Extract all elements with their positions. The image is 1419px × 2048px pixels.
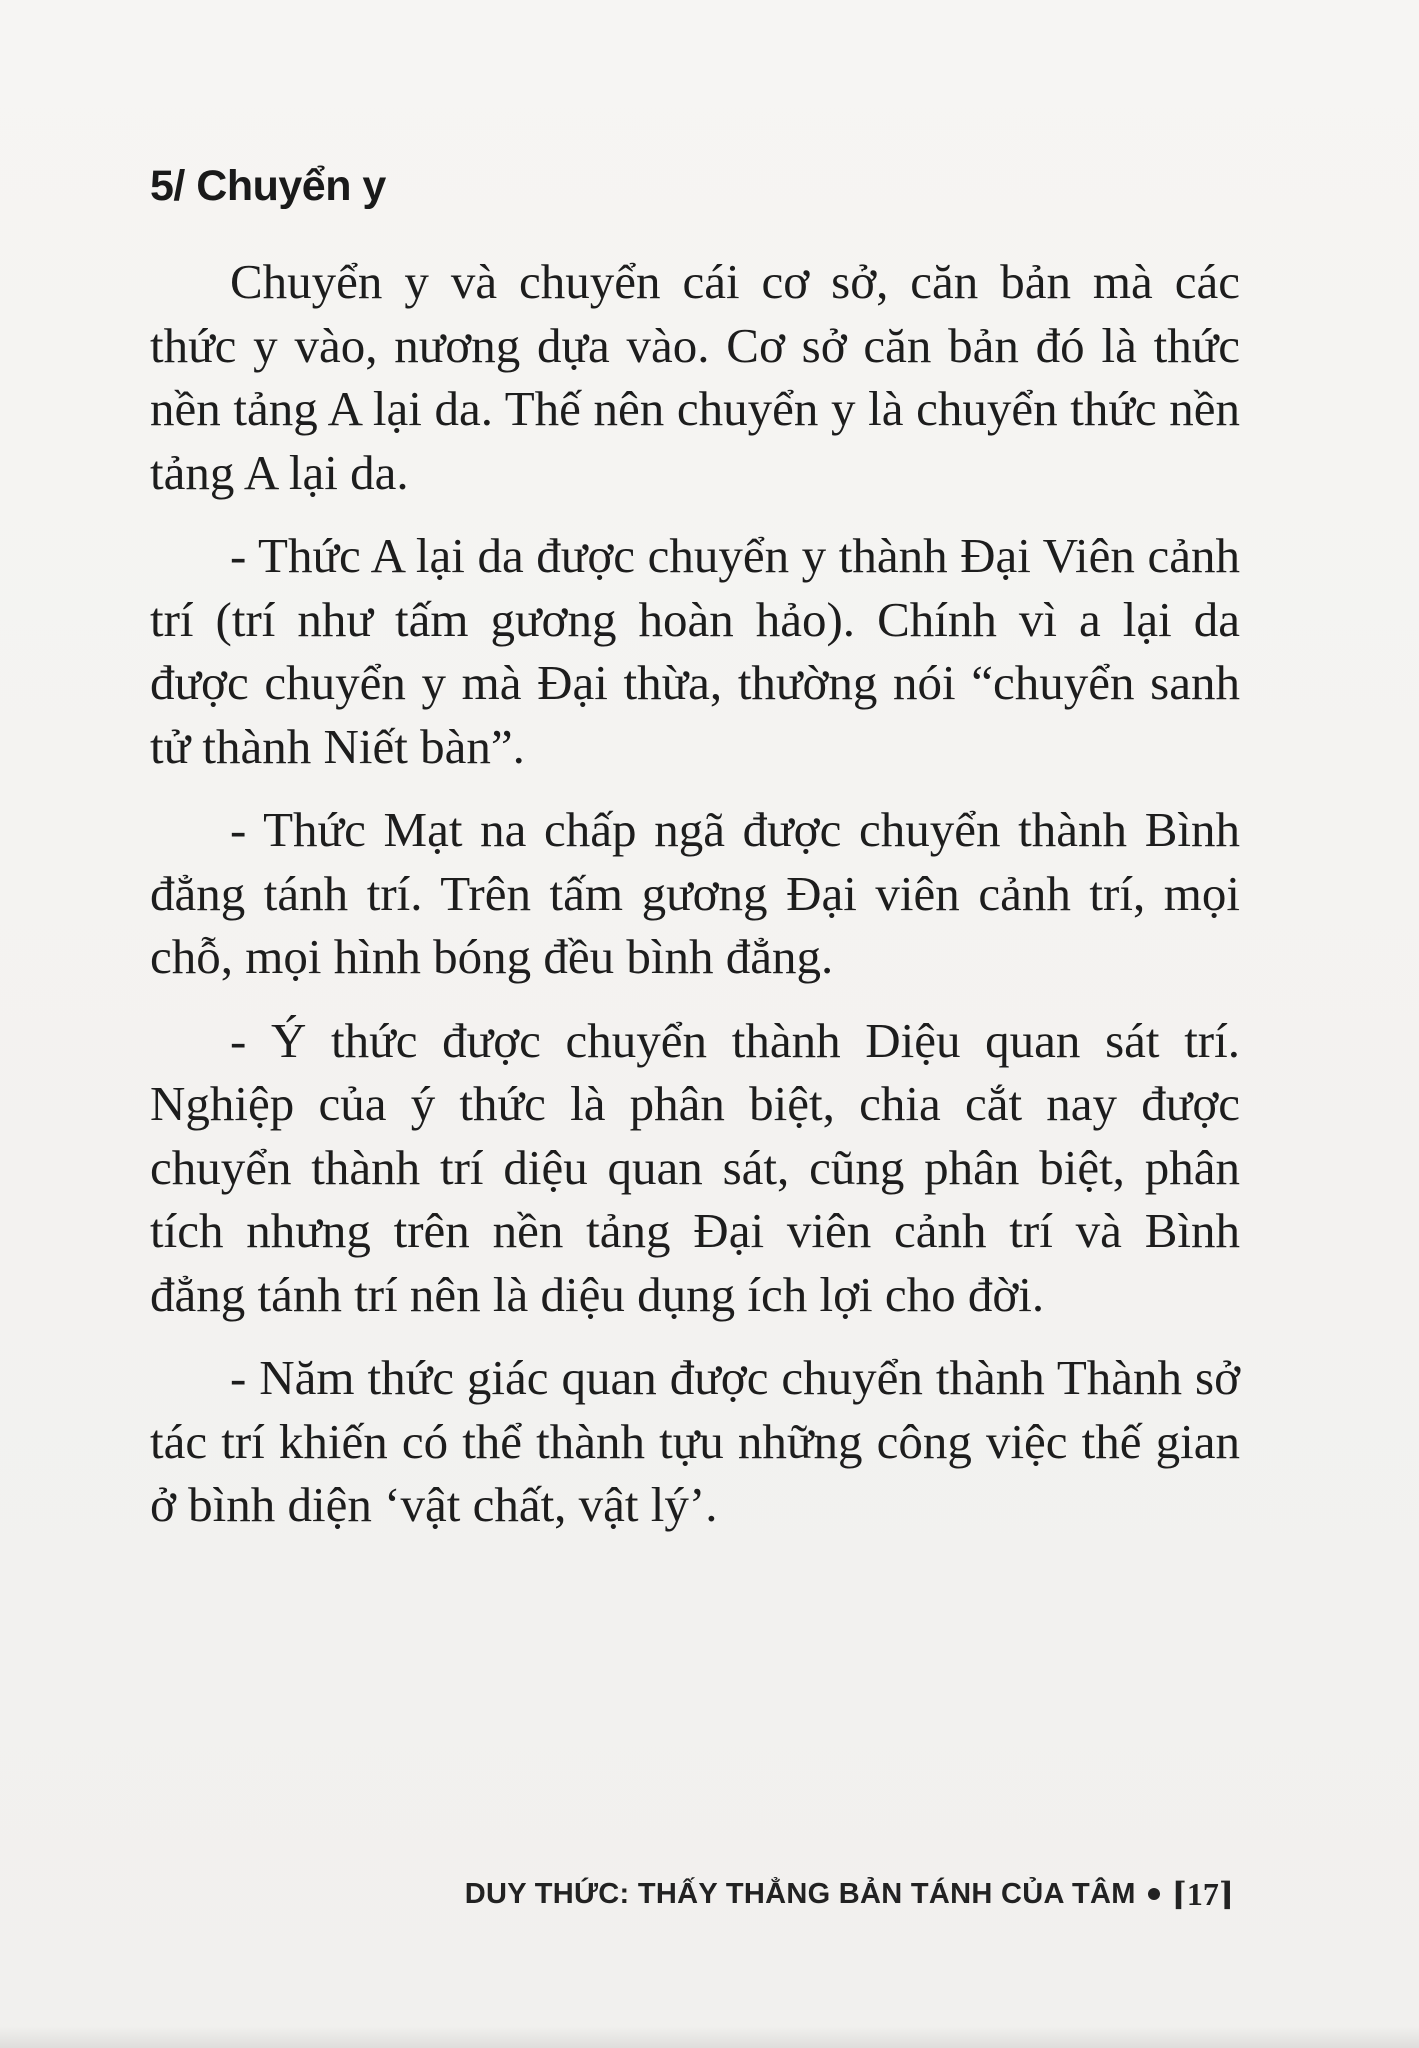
paragraph: - Ý thức được chuyển thành Diệu quan sát trí. Nghiệp của ý thức là phân biệt, chia cắt nay được chuyển thành trí diệu quan sát, cũng phân biệt, phân tích nhưng trên nền tảng Đại viên cảnh trí và Bình đẳng tánh trí nên là diệu dụng ích lợi cho đời. bbox=[150, 1012, 1240, 1322]
page-number-wrapper: ⌈17⌉ bbox=[1171, 1876, 1234, 1912]
paragraph: Chuyển y và chuyển cái cơ sở, căn bản mà các thức y vào, nương dựa vào. Cơ sở căn bản đó là thức nền tảng A lại da. Thế nên chuyển y là chuyển thức nền tảng A lại da. bbox=[150, 254, 1240, 500]
paragraph: - Thức A lại da được chuyển y thành Đại Viên cảnh trí (trí như tấm gương hoàn hảo). Chính vì a lại da được chuyển y mà Đại thừa, thường nói “chuyển sanh tử thành Niết bàn”. bbox=[150, 528, 1240, 774]
section-heading: 5/ Chuyển y bbox=[150, 162, 386, 210]
paragraph: - Thức Mạt na chấp ngã được chuyển thành Bình đẳng tánh trí. Trên tấm gương Đại viên cảnh trí, mọi chỗ, mọi hình bóng đều bình đẳng. bbox=[150, 802, 1240, 984]
body-text bbox=[150, 250, 1240, 1537]
page-footer bbox=[465, 1875, 1234, 1913]
page-edge-shadow bbox=[0, 2026, 1419, 2048]
bullet-icon bbox=[1148, 1888, 1160, 1900]
running-title: DUY THỨC: THẤY THẲNG BẢN TÁNH CỦA TÂM bbox=[464, 1877, 1136, 1910]
page-number: 17 bbox=[1186, 1876, 1219, 1912]
paragraph: - Năm thức giác quan được chuyển thành Thành sở tác trí khiến có thể thành tựu những công việc thế gian ở bình diện ‘vật chất, vật lý’. bbox=[150, 1350, 1240, 1532]
